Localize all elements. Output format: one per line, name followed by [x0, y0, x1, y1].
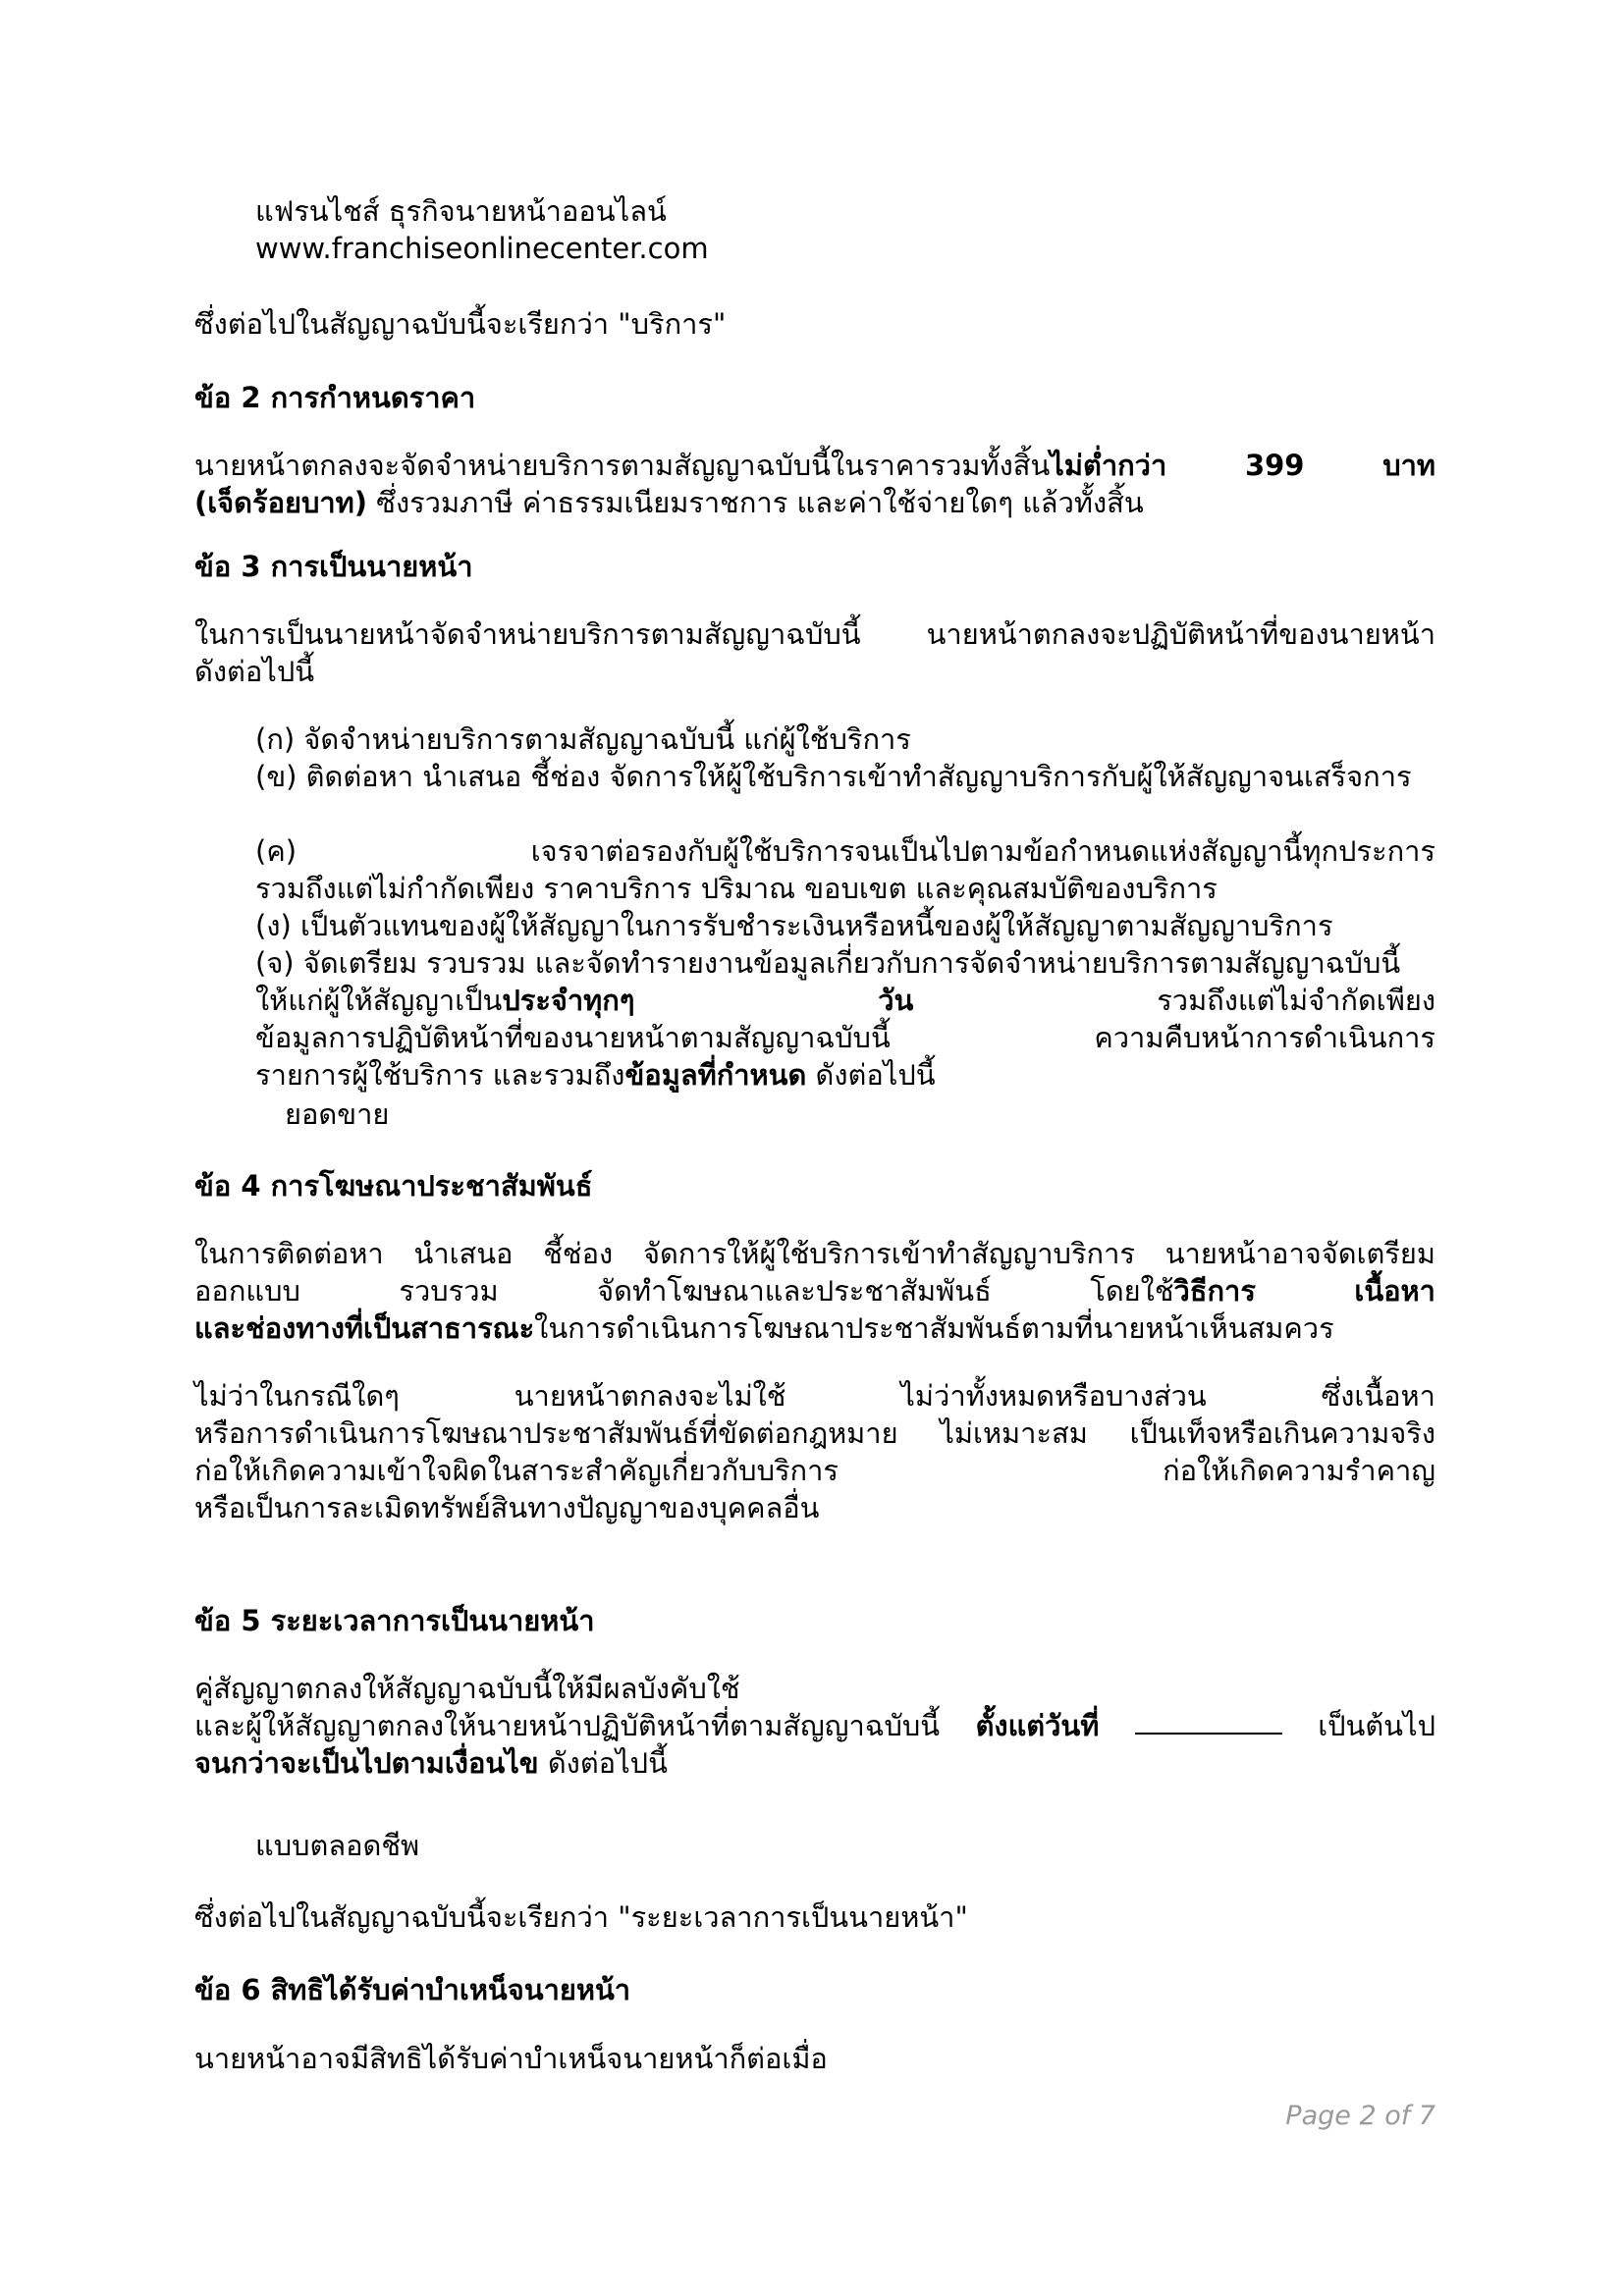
item-b: (ข) ติดต่อหา นำเสนอ ชี้ช่อง จัดการให้ผู้ใช้บริการเข้าทำสัญญาบริการกับผู้ให้สัญญาจนเสร็จการ: [255, 760, 1412, 793]
clause-3-intro-a: ในการเป็นนายหน้าจัดจำหน่ายบริการตามสัญญาฉบับนี้: [194, 617, 861, 651]
content: เนื้อหา: [1354, 1274, 1435, 1308]
price-in-words: (เจ็ดร้อยบาท): [194, 486, 368, 519]
service-defined: ซึ่งต่อไปในสัญญาฉบับนี้จะเรียกว่า "บริการ": [194, 307, 727, 341]
term-defined: ซึ่งต่อไปในสัญญาฉบับนี้จะเรียกว่า "ระยะเวลาการเป็นนายหน้า": [194, 1900, 968, 1934]
clause-2-text: นายหน้าตกลงจะจัดจำหน่ายบริการตามสัญญาฉบับนี้ในราคารวมทั้งสิ้น: [194, 449, 1051, 482]
public-channels: และช่องทางที่เป็นสาธารณะ: [194, 1311, 535, 1345]
clause-5-heading: ข้อ 5 ระยะเวลาการเป็นนายหน้า: [194, 1604, 595, 1637]
start-date-label: ตั้งแต่วันที่: [975, 1709, 1100, 1742]
service-name-block: [255, 192, 1435, 267]
clause-3-intro-c: ดังต่อไปนี้: [194, 655, 315, 688]
price-unit: บาท: [1382, 449, 1435, 482]
clause-2-heading: ข้อ 2 การกำหนดราคา: [194, 381, 476, 414]
item-c-line-1: เจรจาต่อรองกับผู้ใช้บริการจนเป็นไปตามข้อกำหนดแห่งสัญญานี้ทุกประการ: [530, 834, 1435, 868]
clause-3-items-ce: [255, 832, 1435, 1094]
clause-2-tax-text: ซึ่งรวมภาษี ค่าธรรมเนียมราชการ และค่าใช้จ่ายใดๆ แล้วทั้งสิ้น: [367, 486, 1144, 519]
item-e-line-2: ให้แก่ผู้ให้สัญญาเป็นประจำทุกๆ วัน รวมถึงแต่ไม่จำกัดเพียง: [255, 984, 1435, 1017]
clause-3-items-ab: [255, 721, 1435, 795]
clause-4-paragraph-2: ไม่ว่าในกรณีใดๆ นายหน้าตกลงจะไม่ใช้ ไม่ว่าทั้งหมดหรือบางส่วน ซึ่งเนื้อหา หรือการดำเนินการโฆษณาประชาสัมพันธ์ที่ขัดต่อกฎหมาย ไม่เหมาะสม เป็นเท็จหรือเกินความจริง ก่อให้เกิดความเข้าใจผิดในสาระสำคัญเกี่ยวกับบริการ ก่อให้เกิดความรำคาญ หรือเป็นการละเมิดทรัพย์สินทางปัญญาของบุคคลอื่น: [194, 1379, 1435, 1524]
item-c-line-2: รวมถึงแต่ไม่กำกัดเพียง ราคาบริการ ปริมาณ ขอบเขต และคุณสมบัติของบริการ: [255, 872, 1218, 905]
clause-4-paragraph-1: ในการติดต่อหา นำเสนอ ชี้ช่อง จัดการให้ผู้ใช้บริการเข้าทำสัญญาบริการ นายหน้าอาจจัดเตรียม ออกแบบ รวบรวม จัดทำโฆษณาและประชาสัมพันธ์ โดยใช้วิธีการ เนื้อหา และช่องทางที่เป็นสาธารณะในการดำเนินการโฆษณาประชาสัมพันธ์ตามที่นายหน้าเห็นสมควร: [194, 1237, 1435, 1345]
clause-4-heading: ข้อ 4 การโฆษณาประชาสัมพันธ์: [194, 1169, 593, 1202]
item-a: (ก) จัดจำหน่ายบริการตามสัญญาฉบับนี้ แก่ผู้ใช้บริการ: [255, 722, 911, 756]
clause-2-paragraph: [194, 447, 1435, 521]
price-value: 399: [1244, 449, 1305, 482]
frequency-unit: วัน: [878, 984, 914, 1017]
until-condition: จนกว่าจะเป็นไปตามเงื่อนไข: [194, 1746, 539, 1780]
item-c-label: (ค): [255, 834, 298, 868]
methods: วิธีการ: [1173, 1274, 1256, 1308]
clause-2-min: ไม่ต่ำกว่า: [1050, 449, 1167, 482]
website: www.franchiseonlinecenter.com: [255, 232, 709, 265]
sales-item: ยอดขาย: [285, 1097, 390, 1131]
page-number: Page 2 of 7: [1285, 2101, 1435, 2131]
item-e-line-4: รายการผู้ใช้บริการ และรวมถึงข้อมูลที่กำหนด ดังต่อไปนี้: [255, 1058, 936, 1092]
clause-3-intro-b: นายหน้าตกลงจะปฏิบัติหน้าที่ของนายหน้า: [926, 617, 1435, 651]
clause-3-heading: ข้อ 3 การเป็นนายหน้า: [194, 550, 473, 583]
clause-6-text: นายหน้าอาจมีสิทธิได้รับค่าบำเหน็จนายหน้าก็ต่อเมื่อ: [194, 2042, 828, 2075]
clause-2-line-1: [194, 447, 1435, 484]
lifetime-term: แบบตลอดชีพ: [255, 1829, 420, 1862]
item-e-line-1: (จ) จัดเตรียม รวบรวม และจัดทำรายงานข้อมูลเกี่ยวกับการจัดจำหน่ายบริการตามสัญญาฉบับนี้: [255, 946, 1401, 980]
item-e-line-3: ข้อมูลการปฏิบัติหน้าที่ของนายหน้าตามสัญญาฉบับนี้ ความคืบหน้าการดำเนินการ: [255, 1021, 1435, 1054]
service-name: แฟรนไชส์ ธุรกิจนายหน้าออนไลน์: [255, 194, 667, 228]
clause-6-heading: ข้อ 6 สิทธิได้รับค่าบำเหน็จนายหน้า: [194, 1973, 631, 2006]
clause-2-line-2: [194, 484, 1435, 521]
specified-info: ข้อมูลที่กำหนด: [624, 1058, 807, 1092]
start-date-blank: [1135, 1707, 1282, 1735]
clause-3-intro: [194, 615, 1435, 690]
clause-5-paragraph: คู่สัญญาตกลงให้สัญญาฉบับนี้ให้มีผลบังคับใช้ และผู้ให้สัญญาตกลงให้นายหน้าปฏิบัติหน้าที่ตามสัญญาฉบับนี้ ตั้งแต่วันที่ เป็นต้นไป จนกว่าจะเป็นไปตามเงื่อนไข ดังต่อไปนี้: [194, 1672, 1435, 1780]
frequency-every: ประจำทุกๆ: [502, 984, 635, 1017]
item-d: (ง) เป็นตัวแทนของผู้ให้สัญญาในการรับชำระเงินหรือหนี้ของผู้ให้สัญญาตามสัญญาบริการ: [255, 909, 1333, 942]
